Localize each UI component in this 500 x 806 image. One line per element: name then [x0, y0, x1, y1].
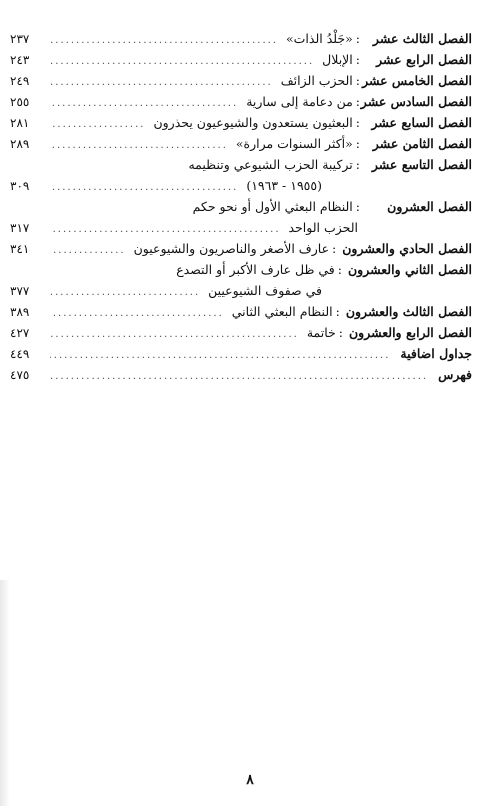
page-number: ٣٠٩ [10, 179, 30, 193]
leader-dots [50, 366, 428, 387]
toc-entry[interactable] [10, 343, 472, 364]
chapter-title: : تركيبة الحزب الشيوعي وتنظيمه [184, 154, 360, 175]
toc-entry[interactable] [10, 322, 472, 343]
chapter-title: : خاتمة [303, 322, 343, 343]
toc-entry[interactable] [10, 70, 472, 91]
chapter-title: : الحزب الزائف [277, 70, 360, 91]
toc-entry-continuation[interactable] [10, 217, 472, 238]
chapter-title: : في ظل عارف الأكبر أو التصدع [172, 259, 342, 280]
chapter-label: الفصل الثامن عشر [372, 136, 472, 151]
page-number: ٢٥٥ [10, 95, 30, 109]
page-number: ٤٤٩ [10, 347, 30, 361]
chapter-label: الفصل الحادي والعشرون [342, 241, 472, 256]
chapter-label: الفصل الخامس عشر [362, 73, 472, 88]
chapter-label: الفصل التاسع عشر [371, 157, 472, 172]
page-number: ٤٢٧ [10, 326, 30, 340]
toc-entry[interactable] [10, 364, 472, 385]
chapter-label: الفصل الرابع والعشرون [348, 325, 472, 340]
chapter-title-continued: في صفوف الشيوعيين [208, 283, 322, 298]
chapter-label: الفصل العشرون [387, 199, 472, 214]
toc-entry[interactable] [10, 28, 472, 49]
chapter-title: : من دعامة إلى سارية [242, 91, 360, 112]
toc-entry[interactable] [10, 196, 472, 217]
leader-dots [50, 30, 278, 51]
toc-entry[interactable] [10, 259, 472, 280]
chapter-label: الفصل السابع عشر [371, 115, 472, 130]
leader-dots [50, 282, 200, 303]
leader-dots [50, 240, 126, 261]
page-number: ٢٨١ [10, 116, 30, 130]
toc-entry[interactable] [10, 112, 472, 133]
leader-dots [50, 345, 390, 366]
chapter-title: : الإبلال [318, 49, 360, 70]
section-label: فهرس [438, 367, 472, 382]
toc-entry[interactable] [10, 91, 472, 112]
toc-entry[interactable] [10, 49, 472, 70]
leader-dots [50, 93, 238, 114]
toc-entry-continuation[interactable] [10, 175, 472, 196]
page-number: ٣٧٧ [10, 284, 30, 298]
page-number: ٢٤٩ [10, 74, 30, 88]
toc-entry[interactable] [10, 133, 472, 154]
leader-dots [50, 177, 238, 198]
leader-dots [50, 135, 228, 156]
chapter-title: : البعثيون يستعدون والشيوعيون يحذرون [149, 112, 360, 133]
leader-dots [50, 303, 224, 324]
page-number: ٣١٧ [10, 221, 30, 235]
chapter-title: : عارف الأصغر والناصريون والشيوعيون [130, 238, 337, 259]
leader-dots [50, 219, 281, 240]
page-number: ٤٧٥ [10, 368, 30, 382]
toc-entry-continuation[interactable] [10, 280, 472, 301]
page-number: ٣٨٩ [10, 305, 30, 319]
page-number: ٢٨٩ [10, 137, 30, 151]
page-number: ٢٤٣ [10, 53, 30, 67]
page-number: ٣٤١ [10, 242, 30, 256]
leader-dots [50, 324, 299, 345]
toc-entry[interactable] [10, 301, 472, 322]
chapter-title: : النظام البعثي الأول أو نحو حكم [189, 196, 360, 217]
chapter-title: : «أكثر السنوات مرارة» [232, 133, 360, 154]
chapter-label: الفصل الثالث عشر [372, 31, 472, 46]
chapter-label: الفصل الرابع عشر [376, 52, 472, 67]
chapter-label: الفصل الثالث والعشرون [345, 304, 472, 319]
toc-entry[interactable] [10, 238, 472, 259]
leader-dots [50, 51, 314, 72]
chapter-title-continued: (١٩٥٥ - ١٩٦٣) [246, 178, 322, 193]
section-label: جداول اضافية [400, 346, 472, 361]
leader-dots [50, 72, 273, 93]
toc-entry[interactable] [10, 154, 472, 175]
page-number: ٢٣٧ [10, 32, 30, 46]
chapter-title-continued: الحزب الواحد [288, 220, 358, 235]
chapter-label: الفصل السادس عشر [360, 94, 472, 109]
chapter-title: : «جَلْدُ الذات» [282, 28, 360, 49]
chapter-title: : النظام البعثي الثاني [228, 301, 340, 322]
table-of-contents [10, 28, 472, 385]
chapter-label: الفصل الثاني والعشرون [348, 262, 472, 277]
leader-dots [50, 114, 145, 135]
page-folio-number: ٨ [246, 772, 254, 788]
